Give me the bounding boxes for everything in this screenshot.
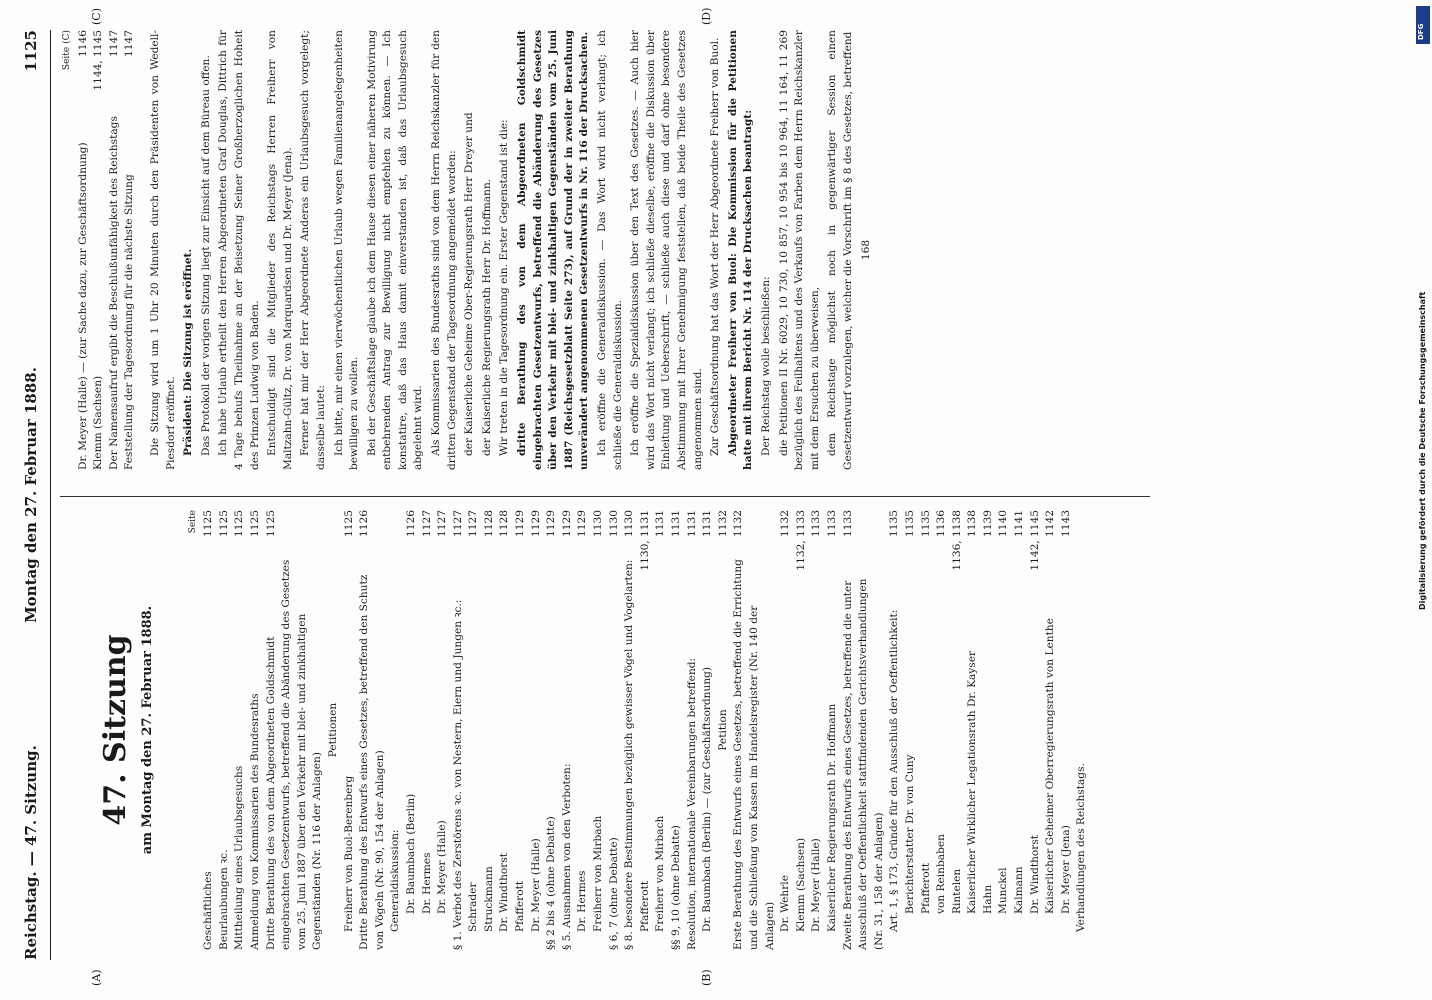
toc-entry (919, 510, 935, 950)
paragraph: Ich bitte, mir einen vierwöchentlichen Urlaub wegen Familienangelegenheiten bewilligen zu wollen. (332, 30, 361, 470)
digitization-note (1418, 10, 1432, 610)
paragraph: Als Kommissarien des Bundesraths sind von dem Herrn Reichskanzler für den dritten Gegenstand der Tagesordnung angemeldet worden: (430, 30, 458, 470)
toc-entry (435, 510, 451, 950)
toc-entry-text: Petition (716, 709, 729, 751)
signature-number: 168 (859, 239, 872, 261)
toc-entry-text: §§ 2 bis 4 (ohne Debatte) (545, 816, 558, 950)
toc-entry-page: 1126 (404, 510, 417, 537)
toc-entry-page: 1131 (670, 510, 682, 537)
toc-entry-text: Dr. Wehrle (779, 875, 792, 932)
toc-entry-page: 1129 (529, 510, 542, 537)
header-date: Montag den 27. Februar 1888. (22, 367, 40, 623)
paragraph: Abgeordneter Freiherr von Buol: Die Kommission für die Petitionen hatte mit ihrem Bericht Nr. 114 der Drucksachen beantragt: (726, 30, 755, 470)
toc-entry (700, 510, 716, 950)
toc-entry (560, 510, 576, 950)
toc-entry-text: Anmeldung von Kommissarien des Bundesraths (248, 693, 261, 950)
toc-entry-text: § 8. besondere Bestimmungen bezüglich gewisser Vögel und Vogelarten: (623, 559, 636, 950)
toc-entry-page: 1130 (592, 510, 605, 537)
paragraph: Entschuldigt sind die Mitglieder des Reichstags Herren Freiherr von Maltzahn-Gültz, Dr. von Marquardsen und Dr. Meyer (Jena). (266, 30, 294, 470)
header-page-number: 1125 (22, 30, 40, 72)
paragraph: Das Protokoll der vorigen Sitzung liegt zur Einsicht auf dem Büreau offen. (199, 55, 212, 456)
toc-entry-page: 1129 (560, 510, 573, 537)
paragraph: die Petitionen II Nr. 6029, 10 730, 10 857, 10 954 bis 10 964, 11 164, 11 269 bezüglich des Feilhaltens und des Verkaufs von Farben dem Herrn Reichskanzler mit dem Ersuchen zu überweisen, (777, 30, 821, 470)
paragraph: Präsident: Die Sitzung ist eröffnet. (182, 248, 195, 456)
toc-entry-page: 1128 (498, 510, 511, 537)
toc-entry-page: 1129 (576, 510, 589, 537)
toc-entry-page: 1139 (981, 510, 994, 537)
toc-entry-text: Freiherr von Mirbach (592, 815, 605, 932)
toc-entry-text: Pfafferott (638, 880, 651, 932)
toc-entry (841, 510, 888, 950)
toc-entry-text: Dr. Baumbach (Berlin) (404, 793, 417, 914)
toc-entry-text: Dr. Windthorst (1028, 834, 1041, 914)
toc-entry (887, 510, 903, 950)
toc-entry-text: Dr. Baumbach (Berlin) — (zur Geschäftsordnung) (701, 666, 714, 932)
toc-entry-page: 1131 (701, 510, 714, 537)
toc-entry (76, 30, 92, 470)
column-divider (60, 496, 1150, 497)
toc-entry-text: Rintelen (950, 868, 963, 914)
dfg-logo: DFG (1416, 6, 1430, 44)
toc-entry-page: 1142 (1044, 510, 1057, 537)
toc-entry (1043, 510, 1059, 950)
paragraph: Ich habe Urlaub ertheilt den Herren Abgeordneten Graf Douglas, Dittrich für 4 Tage behufs Theilnahme an der Beisetzung Seiner Großherzoglichen Hoheit des Prinzen Ludwig von Baden. (217, 30, 261, 470)
toc-entry-text: Dr. Meyer (Halle) — (zur Sache dazu, zur Geschäftsordnung) (76, 142, 89, 470)
toc-entry-text: Schrader (467, 882, 480, 932)
toc-entry-page: 1142, 1145 (1028, 510, 1041, 571)
toc-entry-text: Mittheilung eines Urlaubsgesuchs (233, 765, 246, 950)
toc-entry-text: Freiherr von Mirbach (654, 815, 667, 932)
toc-entry-text: von Reinbaben (935, 834, 948, 914)
toc-entry-page: 1127 (436, 510, 449, 537)
paragraph: Der Reichstag wolle beschließen: (759, 276, 772, 456)
toc-entry-text: Berichterstatter Dr. von Cuny (903, 754, 916, 914)
header-rule (50, 30, 51, 960)
toc-entry-page: 1125 (248, 510, 261, 537)
toc-entry (591, 510, 607, 950)
toc-entry (809, 510, 825, 950)
session-date: am Montag den 27. Februar 1888. (140, 605, 155, 855)
toc-entry-page: 1133 (841, 510, 854, 537)
toc-entry-text: Dr. Meyer (Jena) (1059, 825, 1072, 914)
proceedings-text (148, 30, 857, 470)
paragraph: Bei der Geschäftslage glaube ich dem Hause diesen einer näheren Motivirung entbehrenden Antrag zur Bewilligung nicht empfehlen zu können. — Ich konstatire, daß das Haus damit einverstanden ist, daß das Urlaubsgesuch abgelehnt wird. (365, 30, 425, 470)
paragraph: Ferner hat mir der Herr Abgeordnete Anderas ein Urlaubsgesuch vorgelegt; dasselbe lautet: (299, 30, 327, 470)
toc-entry (122, 30, 138, 470)
toc-entry-text: Hahn (981, 884, 994, 914)
toc-entry-text: Kaiserlicher Wirklicher Legationsrath Dr. Kayser (966, 650, 979, 914)
toc-entry-page: 1136, 1138 (950, 510, 963, 571)
toc-entry-page: 1132 (732, 510, 745, 537)
toc-entry-text: Resolution, internationale Vereinbarungen betreffend: (685, 657, 698, 950)
toc-entry (965, 510, 981, 950)
seite-label: Seite (187, 510, 198, 534)
toc-entry (981, 510, 997, 950)
toc-entry-page: 1131 (654, 510, 667, 537)
toc-entry (685, 510, 701, 950)
toc-entry-text: Dritte Berathung des Entwurfs eines Gesetzes, betreffend den Schutz von Vögeln (Nr. 90, 154 der Anlagen) (358, 574, 386, 950)
toc-entry (388, 510, 404, 950)
toc-entry-page: 1144, 1145 (92, 30, 105, 91)
toc-entry-page: 1130 (607, 510, 620, 537)
toc-entry (778, 510, 794, 950)
toc-entry-page: 1133 (810, 510, 823, 537)
session-title: 47. Sitzung (98, 634, 133, 826)
toc-entry-page: 1127 (467, 510, 480, 537)
toc-entry (107, 30, 123, 470)
toc-entry-text: Erste Berathung des Entwurfs eines Gesetzes, betreffend die Errichtung und die Schließung von Kassen im Handelsregister (Nr. 140 der Anlagen) (732, 559, 776, 950)
toc-entry-page: 1126 (358, 510, 371, 537)
toc-entry-page: 1129 (545, 510, 558, 537)
toc-entry-text: Kaiserlicher Regierungsrath Dr. Hoffmann (825, 703, 838, 932)
toc-entry-text: Zweite Berathung des Entwurfs eines Gesetzes, betreffend die unter Ausschluß der Oeffentlichkeit stattfindenden Gerichtsverhandlungen (Nr. 31, 158 der Anlagen) (841, 578, 885, 950)
toc-entry-text: § 1. Verbot des Zerstörens ꝛc. von Nestern, Eiern und Jungen ꝛc.: (451, 599, 464, 950)
toc-entry (996, 510, 1012, 950)
toc-entry (513, 510, 529, 950)
toc-entry-page: 1135 (888, 510, 901, 537)
toc-entry-page: 1141 (1013, 510, 1026, 537)
toc-entry-text: Dr. Windthorst (498, 852, 511, 932)
paragraph: Wir treten in die Tagesordnung ein. Erster Gegenstand ist die: (498, 119, 511, 456)
toc-entry-page: 1125 (217, 510, 230, 537)
toc-entry-text: Generaldiskussion: (389, 829, 402, 932)
toc-entry (217, 510, 233, 950)
toc-entry (607, 510, 623, 950)
toc-entry-page: 1143 (1059, 510, 1072, 537)
toc-entry-page: 1132 (779, 510, 792, 537)
toc-entry-page: 1138 (966, 510, 979, 537)
toc-entry-text: Petitionen (326, 702, 339, 758)
toc-entry-text: Pfafferott (514, 880, 527, 932)
toc-entry (669, 510, 685, 950)
margin-mark-c: (C) (90, 8, 103, 25)
toc-entry-text: Dritte Berathung des von dem Abgeordneten Goldschmidt eingebrachten Gesetzentwurfs, betreffend die Abänderung des Gesetzes vom 25. Juni 1887 über den Verkehr mit blei- und zinkhaltigen Gegenständen (Nr. 116 der Anlagen) (264, 559, 324, 950)
margin-mark-a: (A) (90, 969, 103, 986)
toc-entry (326, 510, 342, 950)
toc-entry-page: 1132 (716, 510, 729, 537)
seite-label-right: Seite (C) (62, 30, 72, 71)
toc-entry (248, 510, 264, 950)
toc-entry (575, 510, 591, 950)
toc-entry-text: Pfafferott (919, 862, 932, 914)
toc-entry-page: 1147 (123, 30, 136, 57)
paragraph: Die Sitzung wird um 1 Uhr 20 Minuten durch den Präsidenten von Wedell-Piesdorf eröffnet. (148, 30, 177, 470)
toc-entry (342, 510, 358, 950)
toc-entry-page: 1129 (514, 510, 527, 537)
toc-entry-text: Dr. Hermes (576, 870, 589, 932)
toc-entry (466, 510, 482, 950)
running-header (22, 30, 48, 960)
digitization-text: Digitalisierung gefördert durch die Deutsche Forschungsgemeinschaft (1418, 291, 1427, 610)
toc-entry-page: 1147 (107, 30, 120, 57)
toc-entry-page: 1135 (903, 510, 916, 537)
toc-entry-text: Munckel (997, 867, 1010, 914)
toc-entry (1074, 510, 1090, 950)
toc-entry (622, 510, 638, 950)
toc-entry-text: Der Namensaufruf ergibt die Beschlußunfähigkeit des Reichstags (107, 116, 120, 470)
toc-entry (1012, 510, 1028, 950)
toc-entry-page: 1140 (997, 510, 1010, 537)
toc-entry-text: Freiherr von Buol-Berenberg (342, 775, 355, 932)
toc-entry-text: Dr. Meyer (Halle) (529, 838, 542, 932)
toc-entry-text: Klemm (Sachsen) (794, 837, 807, 932)
toc-entry-page: 1125 (202, 510, 215, 537)
toc-entry (420, 510, 436, 950)
toc-entry-page: 1135 (919, 510, 932, 537)
toc-entry-page: 1136 (935, 510, 948, 537)
toc-entry (716, 510, 732, 950)
toc-entry (731, 510, 778, 950)
toc-entry (903, 510, 919, 950)
toc-entry-page: 1133 (825, 510, 838, 537)
toc-entry-page: 1146 (76, 30, 89, 57)
toc-entry (201, 510, 217, 950)
toc-entry-text: § 6, 7 (ohne Debatte) (607, 837, 620, 950)
toc-entry (357, 510, 388, 950)
paragraph: Zur Geschäftsordnung hat das Wort der Herr Abgeordnete Freiherr von Buol. (709, 37, 722, 456)
toc-entry-text: § 5. Ausnahmen von den Verboten: (560, 763, 573, 950)
toc-entry-text: Verhandlungen des Reichstags. (1075, 763, 1088, 932)
toc-entry (653, 510, 669, 950)
toc-entry (404, 510, 420, 950)
toc-entry-page: 1128 (482, 510, 495, 537)
toc-entry-page: 1130, 1131 (638, 510, 651, 571)
paragraph: der Kaiserliche Regierungsrath Herr Dr. Hoffmann. (480, 178, 493, 456)
toc-entry-text: Geschäftliches (202, 871, 215, 950)
toc-entry-text: Dr. Meyer (Halle) (436, 820, 449, 914)
right-column (60, 30, 874, 470)
toc-entry-page: 1130 (623, 510, 636, 537)
toc-entry-text: Dr. Hermes (420, 852, 433, 914)
toc-entry (950, 510, 966, 950)
toc-entry-text: Art. 1, § 173, Gründe für den Ausschluß der Oeffentlichkeit: (888, 609, 901, 932)
toc-entry-text: Beurlaubungen ꝛc. (217, 849, 230, 950)
toc-entry-page: 1131 (685, 510, 698, 537)
toc-entry-text: Klemm (Sachsen) (92, 375, 105, 470)
toc-entry (1028, 510, 1044, 950)
margin-mark-b: (B) (700, 969, 713, 986)
toc-entry-page: 1125 (264, 510, 277, 537)
toc-entry (482, 510, 498, 950)
toc-entry-page: 1125 (233, 510, 246, 537)
paragraph: Ich eröffne die Spezialdiskussion über den Text des Gesetzes. — Auch hier wird das Wort nicht verlangt; ich schließe dieselbe, eröffne die Diskussion über Einleitung und Ueberschrift, — schließe auch diese und darf ohne besondere Abstimmung mit Ihrer Genehmigung feststellen, daß beide Theile des Gesetzes angenommen sind. (629, 30, 704, 470)
toc-entry (91, 30, 107, 470)
toc-entry-page: 1127 (420, 510, 433, 537)
toc-entry (794, 510, 810, 950)
toc-entry-page: 1125 (342, 510, 355, 537)
margin-mark-d: (D) (700, 7, 713, 25)
toc-entry (638, 510, 654, 950)
toc-entry (1059, 510, 1075, 950)
toc-entry-text: §§ 9, 10 (ohne Debatte) (670, 825, 682, 950)
paragraph: dritte Berathung des von dem Abgeordneten Goldschmidt eingebrachten Gesetzentwurfs, betreffend die Abänderung des Gesetzes über den Verkehr mit blei- und zinkhaltigen Gegenständen vom 25. Juni 1887 (Reichsgesetzblatt Seite 273), auf Grund der in zweiter Berathung unverändert angenommenen Gesetzentwurfs in Nr. 116 der Drucksachen. (516, 30, 591, 470)
toc-entry-text: Kaiserlicher Geheimer Oberregierungsrath von Lenthe (1044, 618, 1057, 914)
toc-entry-page: 1132, 1133 (794, 510, 807, 571)
toc-entry (451, 510, 467, 950)
paragraph: der Kaiserliche Geheime Ober-Regierungsrath Herr Dreyer und (463, 112, 476, 456)
toc-entry (497, 510, 513, 950)
toc-entry (825, 510, 841, 950)
paragraph: Ich eröffne die Generaldiskussion. — Das Wort wird nicht verlangt; ich schließe die Generaldiskussion. (596, 30, 624, 470)
header-left: Reichstag. — 47. Sitzung. (22, 745, 40, 960)
toc-entry (232, 510, 248, 950)
toc-entry (264, 510, 326, 950)
toc-entry (934, 510, 950, 950)
toc-entry-text: Dr. Meyer (Halle) (810, 838, 823, 932)
table-of-contents (201, 510, 1090, 950)
toc-entry (544, 510, 560, 950)
toc-continuation (76, 30, 138, 470)
toc-entry-text: Feststellung der Tagesordnung für die nächste Sitzung (123, 174, 136, 470)
left-column (60, 510, 1090, 950)
toc-entry-text: Kalmann (1013, 866, 1026, 914)
toc-entry (529, 510, 545, 950)
paragraph: dem Reichstage möglichst noch in gegenwärtiger Session einen Gesetzentwurf vorzulegen, welcher die Vorschrift im § 8 des Gesetzes, betreffend (826, 30, 854, 470)
toc-entry-page: 1127 (451, 510, 464, 537)
toc-entry-text: Struckmann (482, 866, 495, 932)
